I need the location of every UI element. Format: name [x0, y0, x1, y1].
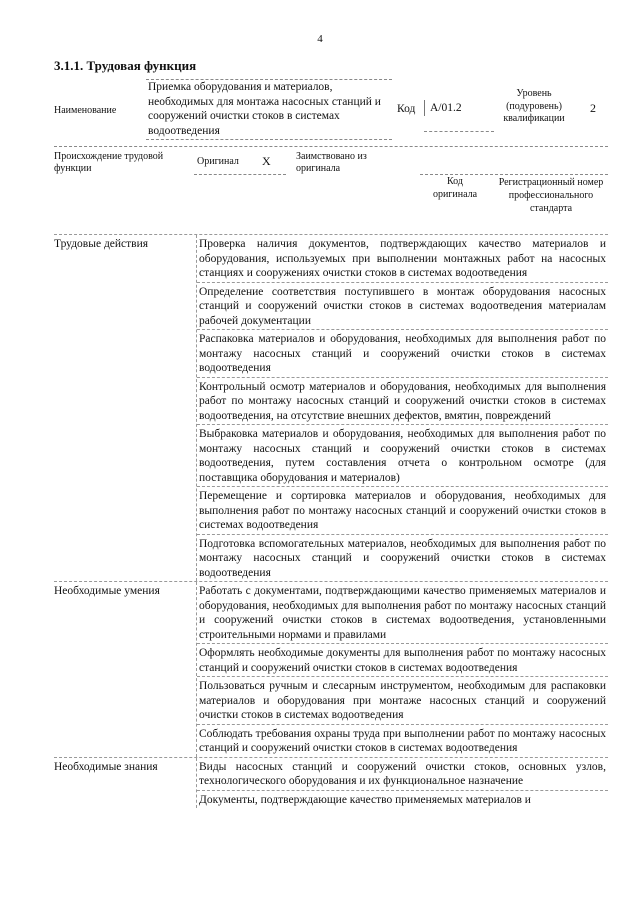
name-label: Наименование: [54, 105, 117, 116]
table-row: Работать с документами, подтверждающими качество применяемых материалов и оборудования, необходимых для выполнения работ по монтажу насосных станций и сооружений очистки стоков в системах водоотведения, установленными строительными нормами и правилами: [197, 582, 608, 644]
divider: [424, 131, 494, 132]
table-row: Оформлять необходимые документы для выполнения работ по монтажу насосных станций и сооружений очистки стоков в системах водоотведения: [197, 644, 608, 677]
origin-code-label: Код оригинала: [432, 176, 478, 200]
origin-label: Происхождение трудовой функции: [54, 151, 164, 174]
divider: [424, 100, 425, 116]
divider: [54, 146, 608, 147]
group-required-knowledge: [54, 757, 608, 809]
group-label: Необходимые знания: [54, 760, 158, 773]
function-name: Приемка оборудования и материалов, необходимых для монтажа насосных станций и сооружений очистки стоков в системах водоотведения: [148, 81, 381, 137]
table-row: Перемещение и сортировка материалов и оборудования, необходимых для выполнения работ по монтажу насосных станций и сооружений очистки стоков в системах водоотведения: [197, 487, 608, 535]
table-row: Подготовка вспомогательных материалов, необходимых для выполнения работ по монтажу насосных станций и сооружений очистки стоков в системах водоотведения: [199, 537, 606, 579]
table-row: Контрольный осмотр материалов и оборудования, необходимых для выполнения работ по монтажу насосных станций и сооружений очистки стоков в системах водоотведения, на отсутствие внешних дефектов, вмятин, повреждений: [197, 378, 608, 426]
section-title: 3.1.1. Трудовая функция: [54, 58, 197, 73]
table-row: Документы, подтверждающие качество применяемых материалов и: [199, 793, 531, 806]
group-required-skills: [54, 581, 608, 757]
table-row: Соблюдать требования охраны труда при выполнении работ по монтажу насосных станций и сооружений очистки стоков в системах водоотведения: [199, 727, 606, 754]
table-row: Виды насосных станций и сооружений очистки стоков, основных узлов, технологического оборудования и их функциональное назначение: [197, 758, 608, 791]
code-value: A/01.2: [430, 102, 462, 114]
level-value: 2: [590, 101, 596, 115]
level-label: Уровень (подуровень) квалификации: [503, 88, 565, 124]
group-labor-actions: [54, 234, 608, 581]
code-label: Код: [397, 103, 416, 115]
table-row: Проверка наличия документов, подтверждающих качество материалов и оборудования, используемых при выполнении монтажных работ на насосных станциях и сооружениях очистки стоков в системах водоотведения: [197, 235, 608, 283]
page-number: 4: [317, 33, 323, 45]
reg-number-label: Регистрационный номер профессионального стандарта: [498, 177, 604, 214]
divider: [146, 139, 392, 140]
table-row: Распаковка материалов и оборудования, необходимых для выполнения работ по монтажу насосных станций и сооружений очистки стоков в системах водоотведения: [197, 330, 608, 378]
table-row: Определение соответствия поступившего в монтаж оборудования насосных станций и сооружений очистки стоков в системах водоотведения материалам рабочей документации: [197, 283, 608, 331]
original-mark: X: [262, 154, 271, 168]
group-label: Трудовые действия: [54, 238, 149, 250]
original-label: Оригинал: [197, 156, 239, 167]
table-row: Выбраковка материалов и оборудования, необходимых для выполнения работ по монтажу насосных станций и сооружений очистки стоков в системах водоотведения, путем составления отчета о контрольном осмотре (для поставщика оборудования и материалов): [197, 425, 608, 487]
group-label: Необходимые умения: [54, 585, 160, 597]
divider: [420, 174, 608, 175]
table-row: Пользоваться ручным и слесарным инструментом, необходимым для распаковки материалов и оборудования при монтаже насосных станций и сооружений очистки стоков в системах водоотведения: [197, 677, 608, 725]
divider: [146, 79, 392, 80]
borrowed-label: Заимствовано из оригинала: [296, 151, 367, 174]
function-table: [54, 234, 608, 808]
divider: [194, 174, 286, 175]
